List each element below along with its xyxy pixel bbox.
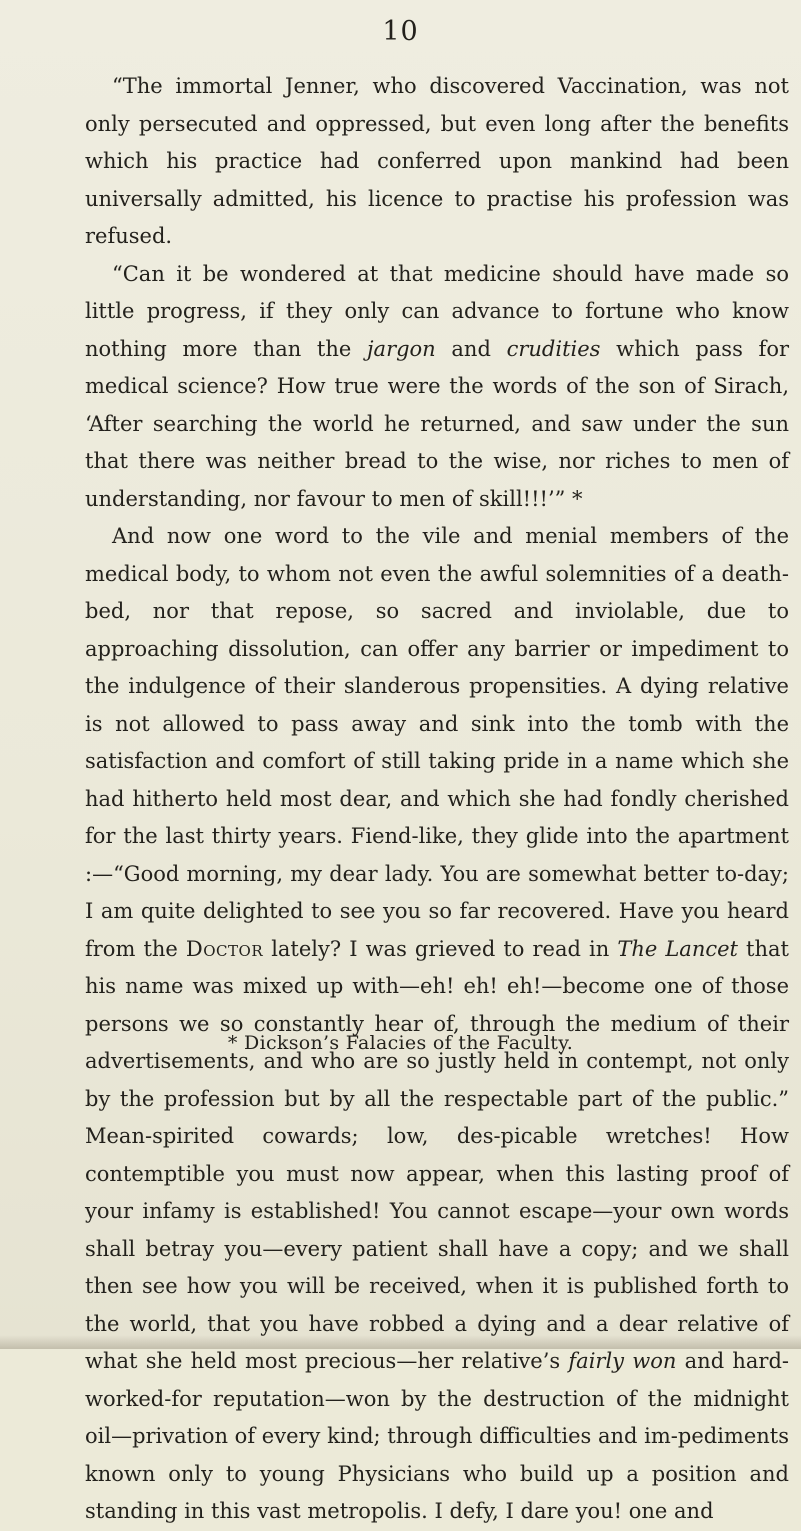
page-bottom-edge (0, 1335, 801, 1349)
text-run: fairly won (568, 1349, 677, 1373)
text-run: and (435, 336, 507, 361)
text-run: And now one word to the vile and menial members of the medical body, to whom not even the awful solemnities of a death-bed, nor that repose, so sacred and inviolable, due to approaching dissolution, can offer any barrier or impediment to the indulgence of their slanderous propensities. A dying relative is not allowed to pass away and sink into the tomb with the satisfaction and comfort of still taking pride in a name which she had hitherto held most dear, and which she had fondly cherished for the last thirty years. Fiend-like, they glide into the apartment :—“Good morning, my dear lady. You are somewhat better to-day; I am quite delighted to see you so far recovered. Have you heard from the (85, 524, 789, 961)
text-run: The Lancet (617, 936, 738, 961)
page-number: 10 (382, 16, 419, 47)
paragraph-vile-members (85, 518, 789, 1531)
paragraph-jenner (85, 68, 789, 256)
footnote: * Dickson’s Falacies of the Faculty. (227, 1032, 574, 1054)
text-run: and hard-worked-for reputation—won by the destruction of the midnight oil—privation of every kind; through difficulties and im-pediments known only to young Physicians who build up a position and standing in this vast metropolis. I defy, I dare you! one and (85, 1349, 789, 1523)
text-run: Doctor (185, 936, 264, 961)
text-run: “The immortal Jenner, who discovered Vaccination, was not only persecuted and oppressed, but even long after the benefits which his practice had conferred upon mankind had been universally admitted, his licence to practise his profession was refused. (85, 74, 789, 248)
text-run: which pass for medical science? How true were the words of the son of Sirach, ‘After searching the world he returned, and saw under the sun that there was neither bread to the wise, nor riches to men of understanding, nor favour to men of skill!!!’” * (85, 336, 790, 511)
text-run: crudities (506, 336, 601, 361)
text-run: lately? I was grieved to read in (263, 936, 618, 961)
text-run: “Can it be wondered at that medicine should have made so little progress, if they only can advance to fortune who know nothing more than the (85, 261, 789, 361)
body-text (85, 68, 789, 1531)
text-run: that his name was mixed up with—eh! eh! eh!—become one of those persons we so constantly hear of, through the medium of their advertisements, and who are so justly held in contempt, not only by the profession but by all the respectable part of the public.” Mean-spirited cowards; low, des-picable wretches! How contemptible you must now appear, when this lasting proof of your infamy is established! You cannot escape—your own words shall betray you—every patient shall have a copy; and we shall then see how you will be received, when it is published forth to the world, that you have robbed a dying and a dear relative of what she held most precious—her relative’s (85, 936, 789, 1373)
paragraph-medicine-progress (85, 256, 789, 519)
text-run: jargon (367, 336, 436, 361)
